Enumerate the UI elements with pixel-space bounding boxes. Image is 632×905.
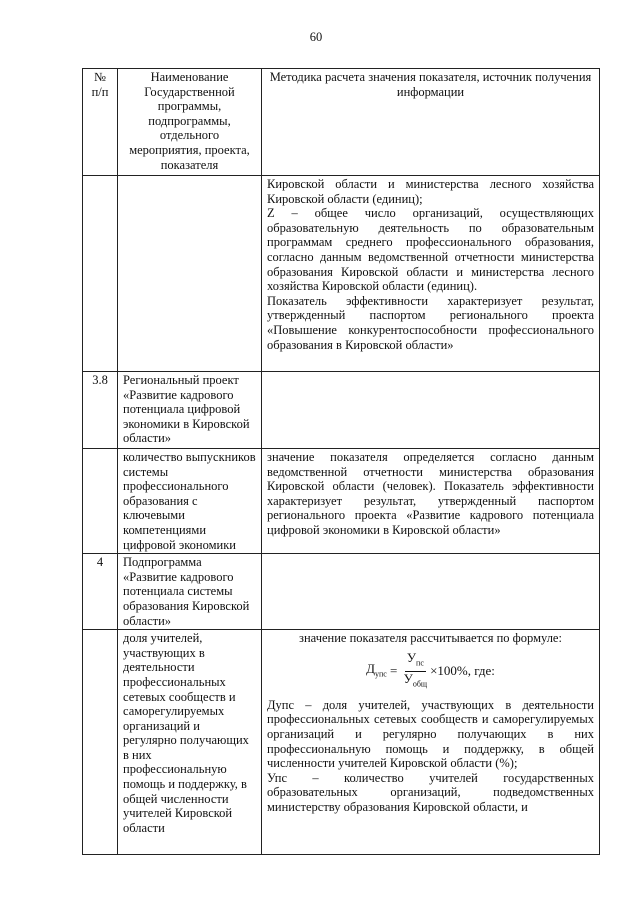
row-method <box>262 176 600 372</box>
table-row <box>83 449 600 554</box>
method-paragraph: значение показателя определяется согласно данным ведомственной отчетности министерства образования Кировской области (человек). Показатель эффективности характеризует результат, утвержденный паспортом регионального проекта «Развитие кадрового потенциала цифровой экономики в Кировской области» <box>267 450 594 537</box>
method-paragraph: Кировской области и министерства лесного хозяйства Кировской области (единиц); <box>267 177 594 206</box>
row-name: Подпрограмма «Развитие кадрового потенциала системы образования Кировской области» <box>118 554 262 630</box>
table-row <box>83 554 600 630</box>
row-number: 4 <box>83 554 118 630</box>
indicator-table <box>82 68 600 855</box>
table-row <box>83 372 600 449</box>
row-name <box>118 176 262 372</box>
header-method: Методика расчета значения показателя, источник получения информации <box>262 69 600 176</box>
row-method <box>262 554 600 630</box>
method-paragraph: Показатель эффективности характеризует результат, утвержденный паспортом регионального проекта «Повышение конкурентоспособности профессионального образования в Кировской области» <box>267 293 594 352</box>
method-paragraph: Z – общее число организаций, осуществляющих образовательную деятельность по образовательным программам среднего профессионального образования, согласно данным ведомственной отчетности министерства образования Кировской области и министерства лесного хозяйства Кировской области (единиц). <box>267 206 594 294</box>
method-paragraph: Упс – количество учителей государственных образовательных организаций, подведомственных министерству образования Кировской области, и <box>267 770 594 814</box>
row-number <box>83 449 118 554</box>
formula-lhs: $Д_{упс}$ <box>366 660 387 679</box>
method-paragraph: Дупс – доля учителей, участвующих в деятельности профессиональных сетевых сообществ и саморегулируемых организаций и регулярно получающих в них профессиональную помощь и поддержку, в общей численности учителей Кировской области (%); <box>267 697 594 771</box>
formula-intro: значение показателя рассчитывается по формуле: <box>299 631 562 646</box>
row-method <box>262 372 600 449</box>
formula-tail: ×100%, где: <box>430 663 495 679</box>
row-number <box>83 630 118 855</box>
formula <box>267 646 594 698</box>
header-name: Наименование Государственной программы, подпрограммы, отдельного мероприятия, проекта, показателя <box>118 69 262 176</box>
formula-equals: = <box>386 663 401 679</box>
row-number: 3.8 <box>83 372 118 449</box>
table-header-row <box>83 69 600 176</box>
formula-fraction: $\frac{У_{пс}}{У_{общ}}$ <box>403 650 428 689</box>
row-method <box>262 449 600 554</box>
page-number: 60 <box>309 30 323 44</box>
table-row <box>83 176 600 372</box>
table-row <box>83 630 600 855</box>
header-number: № п/п <box>83 69 118 176</box>
row-method <box>262 630 600 855</box>
row-name: Региональный проект «Развитие кадрового потенциала цифровой экономики в Кировской области» <box>118 372 262 449</box>
row-name: доля учителей, участвующих в деятельности профессиональных сетевых сообществ и саморегулируемых организаций и регулярно получающих в них профессиональную помощь и поддержку, в общей численности учителей Кировской области <box>118 630 262 855</box>
row-name: количество выпускников системы профессионального образования с ключевыми компетенциями цифровой экономики <box>118 449 262 554</box>
row-number <box>83 176 118 372</box>
